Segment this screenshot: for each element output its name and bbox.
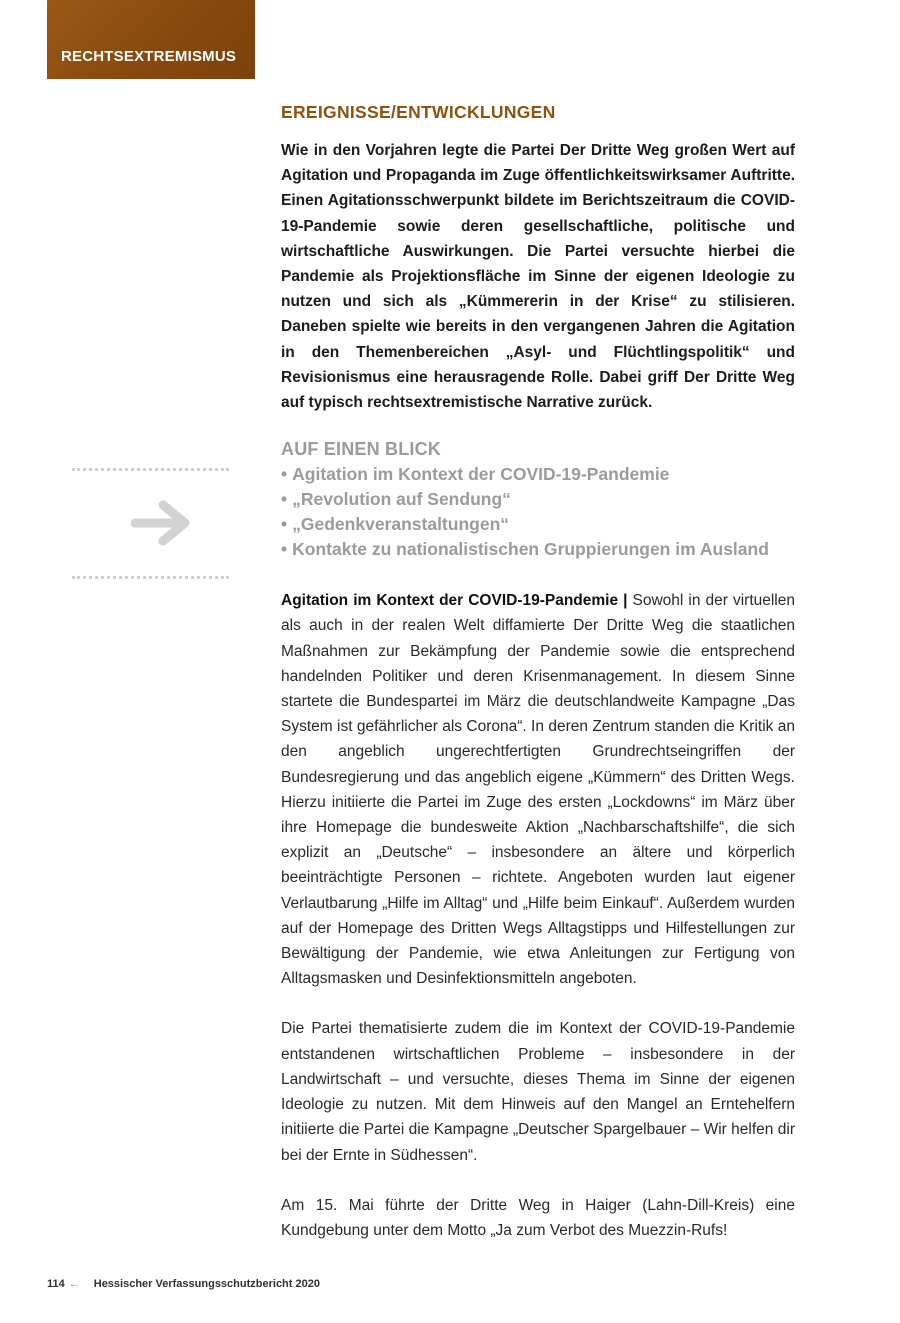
paragraph-lead-in: Agitation im Kontext der COVID-19-Pandemie | (281, 592, 628, 610)
at-a-glance-list (281, 462, 795, 562)
dotted-divider-top (72, 468, 229, 471)
page-footer (47, 1278, 320, 1290)
at-a-glance-title: AUF EINEN BLICK (281, 439, 441, 460)
dotted-divider-bottom (72, 576, 229, 579)
section-tab (47, 0, 255, 79)
body-paragraph-3: Am 15. Mai führte der Dritte Weg in Haiger (Lahn-Dill-Kreis) eine Kundgebung unter dem Motto „Ja zum Verbot des Muezzin-Rufs! (281, 1196, 795, 1239)
body-paragraph-2: Die Partei thematisierte zudem die im Kontext der COVID-19-Pandemie entstandenen wirtschaftlichen Probleme – insbesondere in der Landwirtschaft – und versuchte, dieses Thema im Sinne der eigenen Ideologie zu nutzen. Mit dem Hinweis auf den Mangel an Erntehelfern initiierte die Partei die Kampagne „Deutscher Spargelbauer – Wir helfen dir bei der Ernte in Südhessen“. (281, 1020, 795, 1164)
main-content (281, 100, 795, 1243)
page-number: 114 (47, 1278, 65, 1290)
at-a-glance-box (281, 437, 795, 562)
paragraph-text: Sowohl in der virtuellen als auch in der realen Welt diffamierte Der Dritte Weg die staatlichen Maßnahmen zur Bekämpfung der Pandemie sowie die entsprechend handelnden Politiker und deren Krisenmanagement. In diesem Sinne startete die Bundespartei im März die deutschlandweite Kampagne „Das System ist gefährlicher als Corona“. In deren Zentrum standen die Kritik an den angeblich ungerechtfertigten Grundrechtseingriffen der Bundesregierung und das angeblich eigene „Kümmern“ des Dritten Wegs. Hierzu initiierte die Partei im Zuge des ersten „Lockdowns“ im März über ihre Homepage die bundesweite Aktion „Nachbarschaftshilfe“, die sich explizit an „Deutsche“ – insbesondere an ältere und körperlich beeinträchtigte Personen – richtete. Angeboten wurden laut eigener Verlautbarung „Hilfe im Alltag“ und „Hilfe beim Einkauf“. Außerdem wurden auf der Homepage des Dritten Wegs Alltagstipps und Hilfestellungen zur Bewältigung der Pandemie, wie etwa Anleitungen zur Fertigung von Alltagsmasken und Desinfektionsmitteln angeboten. (281, 592, 795, 988)
lead-paragraph: Wie in den Vorjahren legte die Partei Der Dritte Weg großen Wert auf Agitation und Propaganda im Zuge öffentlichkeitswirksamer Auftritte. Einen Agitationsschwerpunkt bildete im Berichtszeitraum die COVID-19-Pandemie sowie deren gesellschaftliche, politische und wirtschaftliche Auswirkungen. Die Partei versuchte hierbei die Pandemie als Projektionsfläche im Sinne der eigenen Ideologie zu nutzen und sich als „Kümmererin in der Krise“ zu stilisieren. Daneben spielte wie bereits in den vergangenen Jahren die Agitation in den Themenbereichen „Asyl- und Flüchtlingspolitik“ und Revisionismus eine herausragende Rolle. Dabei griff Der Dritte Weg auf typisch rechtsextremistische Narrative zurück. (281, 142, 795, 412)
list-item: • Agitation im Kontext der COVID-19-Pandemie (281, 462, 795, 487)
list-item: • „Gedenkveranstaltungen“ (281, 512, 795, 537)
list-item: • Kontakte zu nationalistischen Gruppierungen im Ausland (281, 537, 795, 562)
section-heading: EREIGNISSE/ENTWICKLUNGEN (281, 102, 556, 122)
section-tab-label: RECHTSEXTREMISMUS (61, 48, 237, 65)
arrow-right-icon (131, 497, 195, 549)
body-paragraph-1 (281, 588, 795, 991)
back-arrow-icon[interactable]: ← (68, 1278, 80, 1290)
list-item: • „Revolution auf Sendung“ (281, 487, 795, 512)
publication-title: Hessischer Verfassungsschutzbericht 2020 (93, 1278, 320, 1290)
